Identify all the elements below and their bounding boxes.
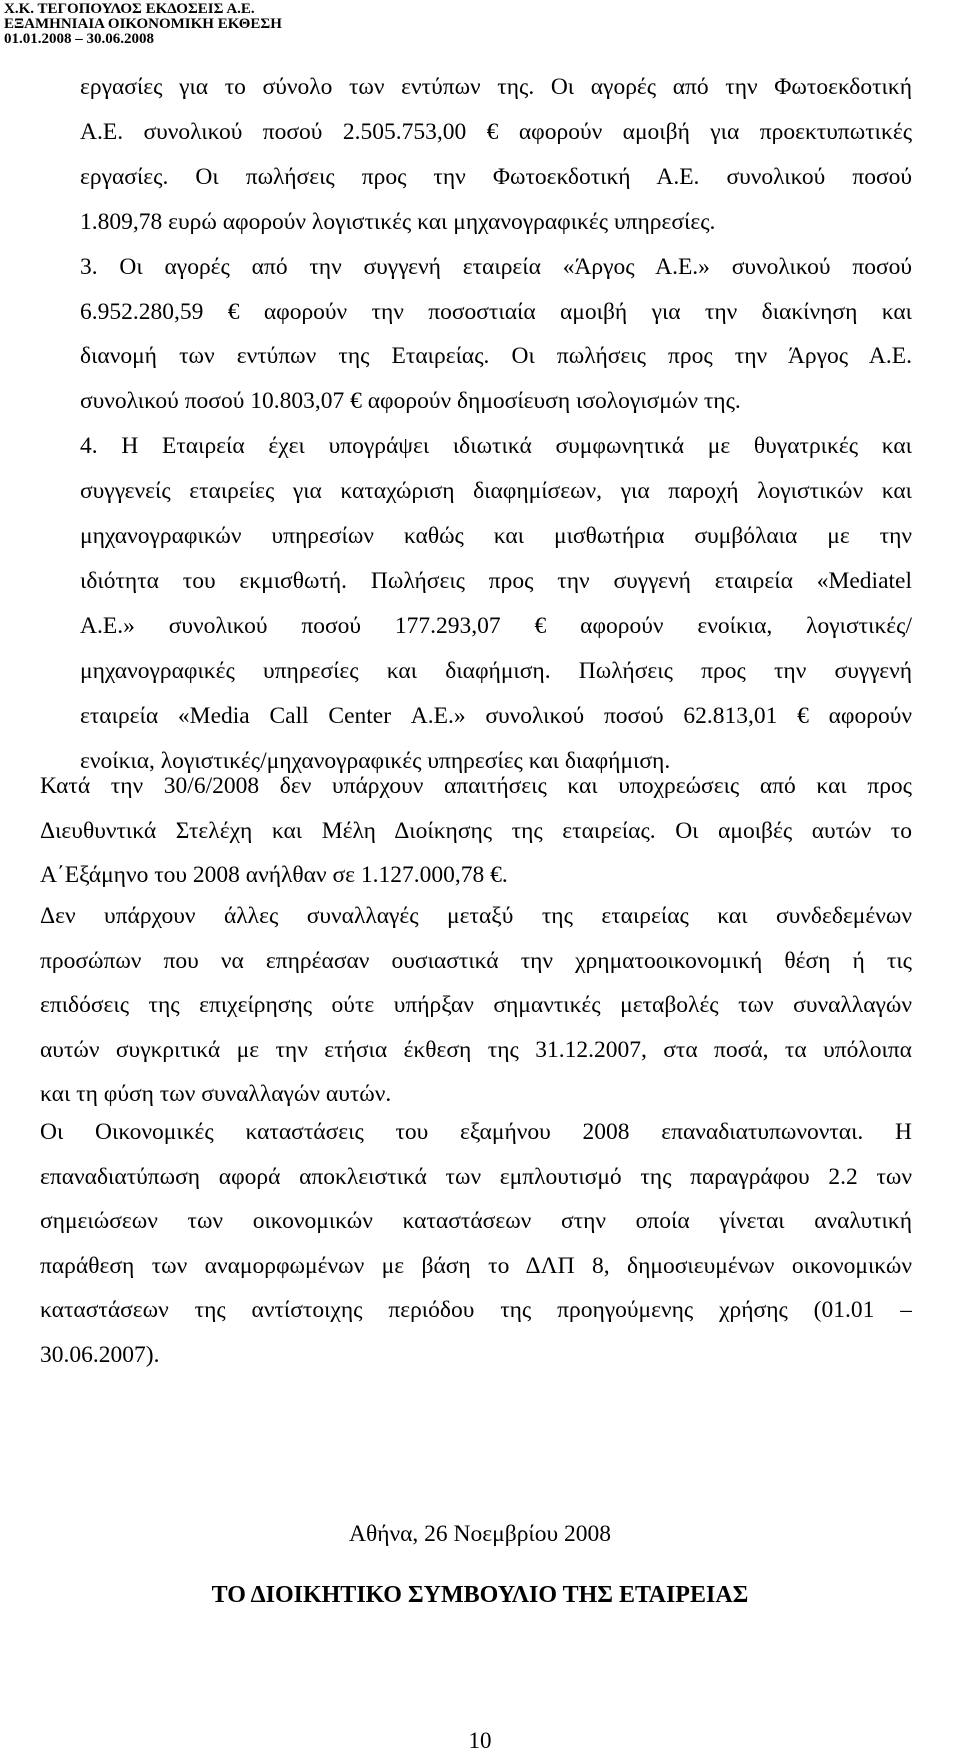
text-line: και τη φύση των συναλλαγών αυτών. (40, 1081, 392, 1107)
text-line: Α΄Εξάμηνο του 2008 ανήλθαν σε 1.127.000,78 €. (40, 862, 508, 888)
text-line: Α.Ε.» συνολικού ποσού 177.293,07 € αφορούν ενοίκια, λογιστικές/ (80, 612, 912, 639)
text-line: παράθεση των αναμορφωμένων με βάση το ΔΛΠ 8, δημοσιευμένων οικονομικών (40, 1252, 912, 1279)
text-line: διανομή των εντύπων της Εταιρείας. Οι πωλήσεις προς την Άργος Α.Ε. (80, 343, 912, 370)
page-number: 10 (468, 1728, 492, 1753)
text-line: 3. Οι αγορές από την συγγενή εταιρεία «Άργος Α.Ε.» συνολικού ποσού (80, 253, 912, 280)
text-line: Διευθυντικά Στελέχη και Μέλη Διοίκησης της εταιρείας. Οι αμοιβές αυτών το (40, 817, 912, 844)
text-line: εργασίες. Οι πωλήσεις προς την Φωτοεκδοτική Α.Ε. συνολικού ποσού (80, 163, 912, 190)
text-line: 1.809,78 ευρώ αφορούν λογιστικές και μηχανογραφικές υπηρεσίες. (80, 208, 716, 235)
text-line: εργασίες για το σύνολο των εντύπων της. Οι αγορές από την Φωτοεκδοτική (80, 74, 912, 100)
text-line: συνολικού ποσού 10.803,07 € αφορούν δημοσίευση ισολογισμών της. (80, 388, 741, 415)
text-line: Οι Οικονομικές καταστάσεις του εξαμήνου 2008 επαναδιατυπωνονται. Η (40, 1119, 912, 1145)
text-line: ιδιότητα του εκμισθωτή. Πωλήσεις προς την συγγενή εταιρεία «Mediatel (80, 567, 912, 594)
text-line: σημειώσεων των οικονομικών καταστάσεων στην οποία γίνεται αναλυτική (40, 1208, 912, 1234)
text-line: καταστάσεων της αντίστοιχης περιόδου της προηγούμενης χρήσης (01.01 – (40, 1297, 912, 1323)
text-line: επαναδιατύπωση αφορά αποκλειστικά των εμπλουτισμό της παραγράφου 2.2 των (40, 1163, 912, 1190)
place-date: Αθήνα, 26 Νοεμβρίου 2008 (348, 1521, 612, 1547)
text-line: αυτών συγκριτικά με την ετήσια έκθεση της 31.12.2007, στα ποσά, τα υπόλοιπα (40, 1036, 912, 1063)
text-line: προσώπων που να επηρέασαν ουσιαστικά την χρηματοοικονομική θέση ή τις (40, 947, 912, 974)
text-line: Κατά την 30/6/2008 δεν υπάρχουν απαιτήσεις και υποχρεώσεις από και προς (40, 773, 912, 799)
text-line: 6.952.280,59 € αφορούν την ποσοστιαία αμοιβή για την διακίνηση και (80, 298, 912, 325)
text-line: μηχανογραφικών υπηρεσίων καθώς και μισθωτήρια συμβόλαια με την (80, 523, 912, 549)
text-line: 30.06.2007). (40, 1341, 160, 1368)
document-header (4, 2, 282, 47)
text-line: 4. Η Εταιρεία έχει υπογράψει ιδιωτικά συμφωνητικά με θυγατρικές και (80, 433, 912, 460)
text-line: μηχανογραφικές υπηρεσίες και διαφήμιση. Πωλήσεις προς την συγγενή (80, 657, 912, 684)
text-line: Α.Ε. συνολικού ποσού 2.505.753,00 € αφορούν αμοιβή για προεκτυπωτικές (80, 118, 912, 145)
text-line: ενοίκια, λογιστικές/μηχανογραφικές υπηρεσίες και διαφήμιση. (80, 747, 671, 774)
company-name: Χ.Κ. ΤΕΓΟΠΟΥΛΟΣ ΕΚΔΟΣΕΙΣ Α.Ε. (4, 1, 255, 17)
text-line: Δεν υπάρχουν άλλες συναλλαγές μεταξύ της εταιρείας και συνδεδεμένων (40, 903, 912, 929)
text-line: επιδόσεις της επιχείρησης ούτε υπήρξαν σημαντικές μεταβολές των συναλλαγών (40, 992, 912, 1018)
report-period: 01.01.2008 – 30.06.2008 (4, 31, 154, 47)
text-line: συγγενείς εταιρείες για καταχώριση διαφημίσεων, για παροχή λογιστικών και (80, 478, 912, 505)
report-title: ΕΞΑΜΗΝΙΑΙΑ ΟΙΚΟΝΟΜΙΚΗ ΕΚΘΕΣΗ (4, 16, 282, 32)
text-line: εταιρεία «Media Call Center Α.Ε.» συνολικού ποσού 62.813,01 € αφορούν (80, 702, 912, 729)
board-signature: ΤΟ ΔΙΟΙΚΗΤΙΚΟ ΣΥΜΒΟΥΛΙΟ ΤΗΣ ΕΤΑΙΡΕΙΑΣ (211, 1582, 749, 1608)
